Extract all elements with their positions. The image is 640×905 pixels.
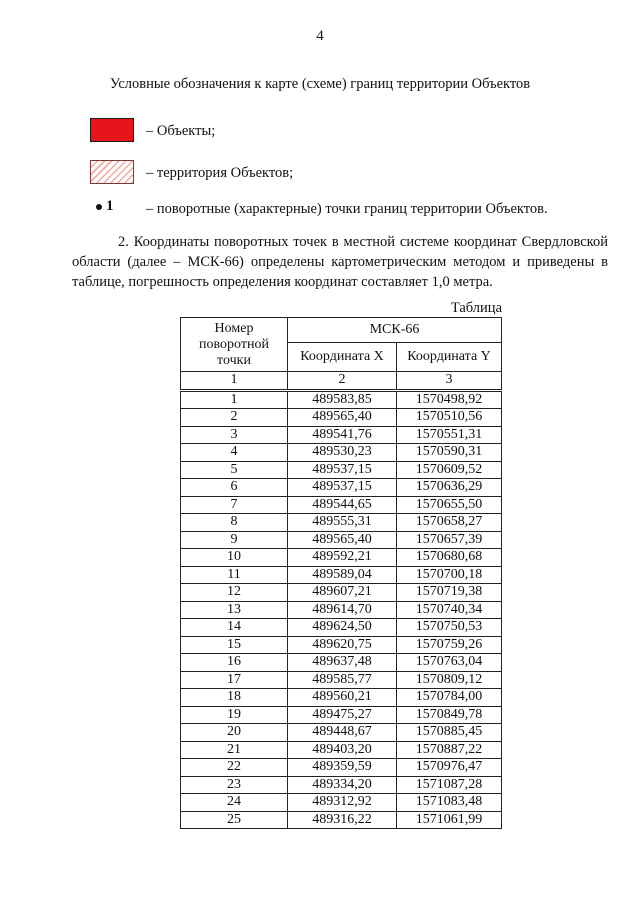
coordinate-y-cell: 1571087,28 (397, 776, 502, 794)
table-row (181, 706, 502, 724)
coordinate-y-cell: 1570849,78 (397, 706, 502, 724)
coordinate-x-cell: 489585,77 (288, 671, 397, 689)
coordinate-y-cell: 1570551,31 (397, 426, 502, 444)
point-number-cell: 8 (181, 514, 288, 532)
point-number-cell: 4 (181, 444, 288, 462)
point-number-cell: 19 (181, 706, 288, 724)
table-row (181, 390, 502, 409)
table-row (181, 671, 502, 689)
point-marker-icon (96, 198, 114, 215)
column-number: 1 (181, 372, 288, 391)
coordinate-x-cell: 489560,21 (288, 689, 397, 707)
coordinate-y-cell: 1570609,52 (397, 461, 502, 479)
coordinate-x-cell: 489620,75 (288, 636, 397, 654)
table-row (181, 724, 502, 742)
point-number-cell: 23 (181, 776, 288, 794)
table-row (181, 811, 502, 829)
coordinate-y-cell: 1570498,92 (397, 390, 502, 409)
coordinate-y-cell: 1570887,22 (397, 741, 502, 759)
coordinates-paragraph: 2. Координаты поворотных точек в местной системе координат Свердловской области (далее – МСК-66) определены картометрическим методом и приведены в таблице, погрешность определения координат составляет 1,0 метра. (72, 234, 608, 290)
coordinate-y-cell: 1571083,48 (397, 794, 502, 812)
coordinate-y-cell: 1570680,68 (397, 549, 502, 567)
point-number-cell: 7 (181, 496, 288, 514)
point-number-cell: 9 (181, 531, 288, 549)
table-row (181, 496, 502, 514)
point-number-cell: 20 (181, 724, 288, 742)
table-row (181, 636, 502, 654)
coordinate-x-cell: 489537,15 (288, 479, 397, 497)
point-number-cell: 22 (181, 759, 288, 777)
table-row (181, 444, 502, 462)
coordinate-y-cell: 1570759,26 (397, 636, 502, 654)
point-number-cell: 15 (181, 636, 288, 654)
coordinate-x-cell: 489592,21 (288, 549, 397, 567)
point-number-cell: 5 (181, 461, 288, 479)
coordinate-x-cell: 489403,20 (288, 741, 397, 759)
legend-item-territory (84, 160, 604, 190)
column-number: 2 (288, 372, 397, 391)
header-coordinate-system: МСК-66 (288, 318, 502, 343)
point-number-cell: 18 (181, 689, 288, 707)
coordinate-y-cell: 1570655,50 (397, 496, 502, 514)
legend-item-label: – поворотные (характерные) точки границ территории Объектов. (146, 201, 548, 217)
table-body (181, 390, 502, 829)
point-number-cell: 16 (181, 654, 288, 672)
dot-icon (96, 204, 102, 210)
coordinate-x-cell: 489475,27 (288, 706, 397, 724)
point-number-cell: 11 (181, 566, 288, 584)
table-row (181, 426, 502, 444)
coordinate-x-cell: 489637,48 (288, 654, 397, 672)
coordinate-y-cell: 1571061,99 (397, 811, 502, 829)
coordinate-y-cell: 1570700,18 (397, 566, 502, 584)
coordinate-y-cell: 1570719,38 (397, 584, 502, 602)
hatched-swatch-icon (90, 160, 134, 184)
coordinate-y-cell: 1570740,34 (397, 601, 502, 619)
point-number-cell: 25 (181, 811, 288, 829)
header-coordinate-y: Координата Y (397, 343, 502, 372)
coordinate-y-cell: 1570750,53 (397, 619, 502, 637)
coordinate-x-cell: 489614,70 (288, 601, 397, 619)
header-coordinate-x: Координата X (288, 343, 397, 372)
table-row (181, 689, 502, 707)
coordinate-x-cell: 489541,76 (288, 426, 397, 444)
table-row (181, 584, 502, 602)
table-row (181, 741, 502, 759)
table-row (181, 531, 502, 549)
point-number-cell: 24 (181, 794, 288, 812)
coordinate-x-cell: 489565,40 (288, 531, 397, 549)
point-number-cell: 6 (181, 479, 288, 497)
table-row (181, 461, 502, 479)
coordinate-x-cell: 489607,21 (288, 584, 397, 602)
coordinate-x-cell: 489530,23 (288, 444, 397, 462)
coordinate-x-cell: 489583,85 (288, 390, 397, 409)
coordinate-x-cell: 489589,04 (288, 566, 397, 584)
page-number: 4 (316, 28, 324, 44)
legend-item-objects (84, 118, 604, 148)
coordinate-x-cell: 489555,31 (288, 514, 397, 532)
coordinate-x-cell: 489544,65 (288, 496, 397, 514)
legend-item-label: – Объекты; (146, 123, 216, 139)
coordinate-x-cell: 489359,59 (288, 759, 397, 777)
coordinate-x-cell: 489312,92 (288, 794, 397, 812)
table-row (181, 409, 502, 427)
header-point-number: Номер поворотной точки (181, 318, 288, 372)
legend-title: Условные обозначения к карте (схеме) границ территории Объектов (109, 76, 531, 92)
table-row (181, 549, 502, 567)
coordinates-table (180, 317, 502, 829)
point-number-cell: 1 (181, 390, 288, 409)
table-row (181, 619, 502, 637)
coordinate-y-cell: 1570763,04 (397, 654, 502, 672)
coordinate-x-cell: 489334,20 (288, 776, 397, 794)
coordinate-y-cell: 1570809,12 (397, 671, 502, 689)
point-number-cell: 17 (181, 671, 288, 689)
coordinate-y-cell: 1570784,00 (397, 689, 502, 707)
point-number-cell: 13 (181, 601, 288, 619)
coordinate-y-cell: 1570976,47 (397, 759, 502, 777)
table-row (181, 654, 502, 672)
coordinate-y-cell: 1570510,56 (397, 409, 502, 427)
coordinate-x-cell: 489624,50 (288, 619, 397, 637)
column-number: 3 (397, 372, 502, 391)
point-number-cell: 10 (181, 549, 288, 567)
coordinate-y-cell: 1570657,39 (397, 531, 502, 549)
table-row (181, 479, 502, 497)
point-number-cell: 2 (181, 409, 288, 427)
table-row (181, 794, 502, 812)
legend-item-points (84, 196, 604, 226)
table-row (181, 759, 502, 777)
legend-item-label: – территория Объектов; (146, 165, 294, 181)
table-caption: Таблица (450, 300, 502, 316)
coordinate-x-cell: 489316,22 (288, 811, 397, 829)
coordinate-y-cell: 1570636,29 (397, 479, 502, 497)
table-row (181, 566, 502, 584)
coordinate-y-cell: 1570590,31 (397, 444, 502, 462)
point-number-cell: 14 (181, 619, 288, 637)
point-number-cell: 3 (181, 426, 288, 444)
coordinate-x-cell: 489565,40 (288, 409, 397, 427)
point-number-cell: 12 (181, 584, 288, 602)
table-row (181, 514, 502, 532)
table-row (181, 601, 502, 619)
coordinate-y-cell: 1570658,27 (397, 514, 502, 532)
point-number-cell: 21 (181, 741, 288, 759)
red-fill-swatch-icon (90, 118, 134, 142)
point-marker-label: 1 (106, 198, 114, 214)
table-row (181, 776, 502, 794)
coordinate-x-cell: 489448,67 (288, 724, 397, 742)
coordinate-x-cell: 489537,15 (288, 461, 397, 479)
coordinate-y-cell: 1570885,45 (397, 724, 502, 742)
